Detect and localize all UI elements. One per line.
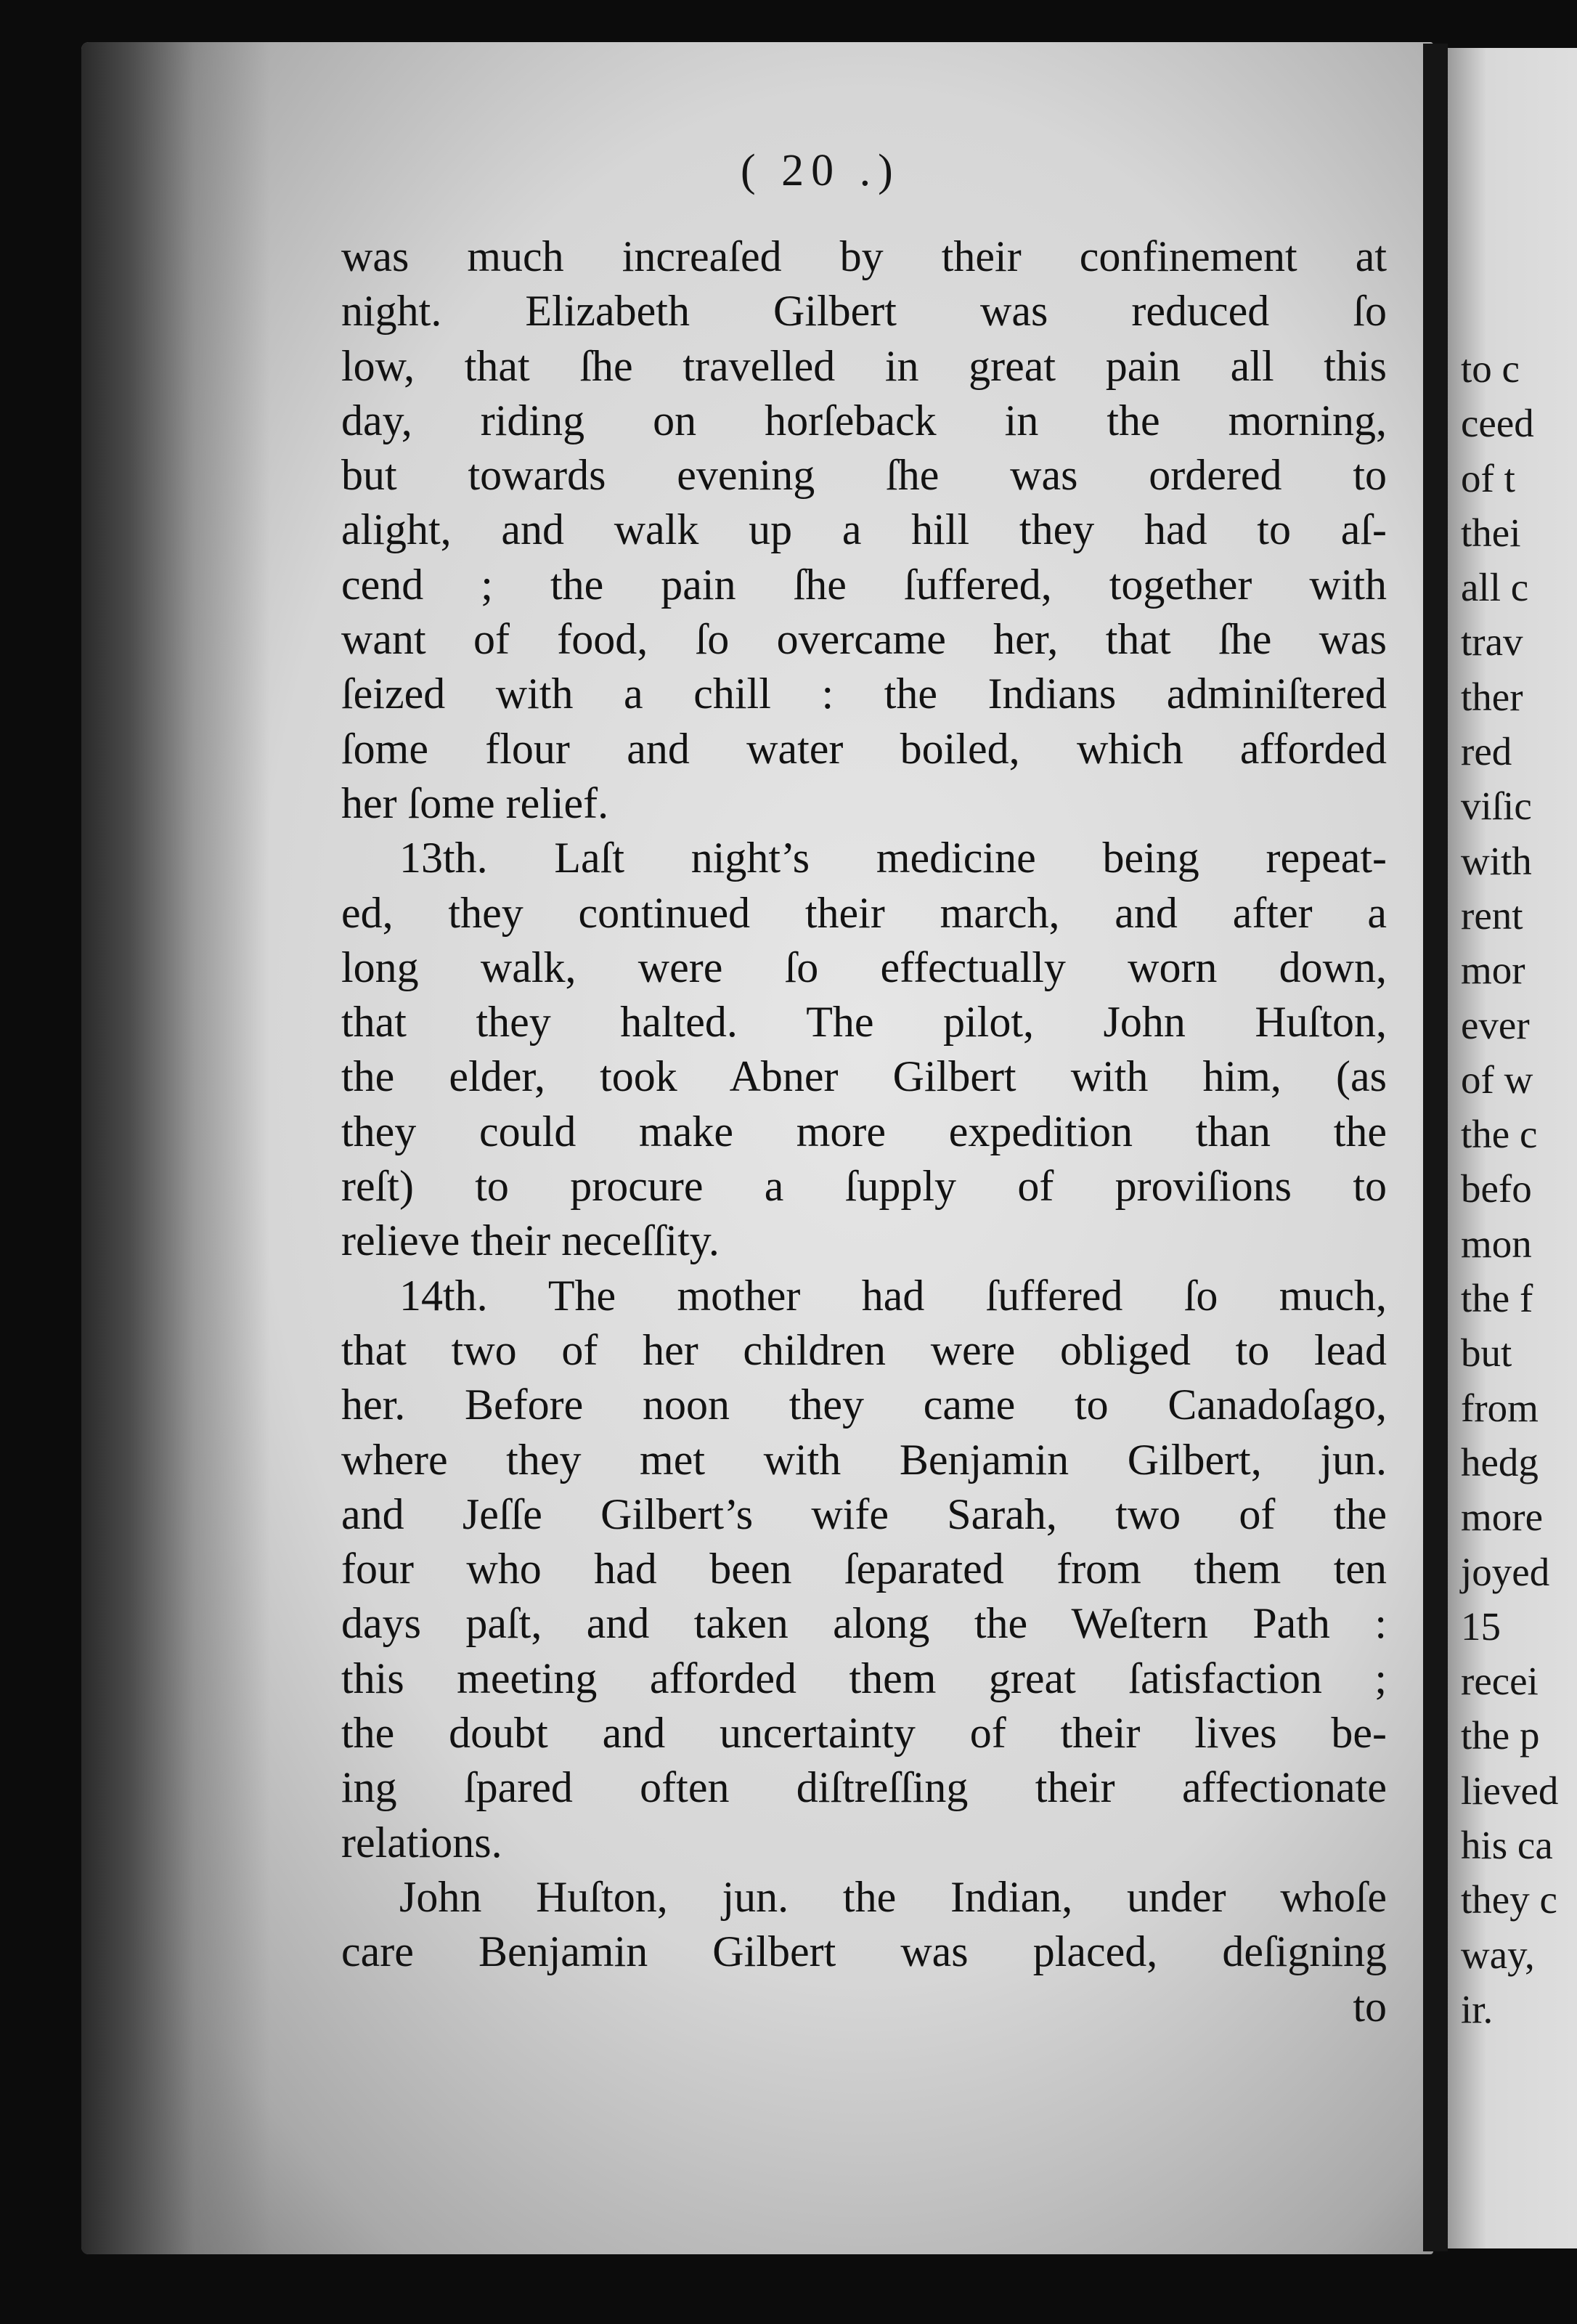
text-line: the doubt and uncertainty of their lives be- — [341, 1709, 1387, 1758]
text-line: care Benjamin Gilbert was placed, deſigning — [341, 1927, 1387, 1976]
text-line: and Jeſſe Gilbert’s wife Sarah, two of the — [341, 1490, 1387, 1538]
text-line: low, that ſhe travelled in great pain all this — [341, 341, 1387, 390]
right-page-fragment: the c — [1461, 1112, 1538, 1157]
right-page-fragment: rent — [1461, 893, 1523, 938]
text-line: the elder, took Abner Gilbert with him, (as — [341, 1052, 1387, 1101]
text-line: her. Before noon they came to Canadoſago, — [341, 1381, 1387, 1429]
right-page-fragment: joyed — [1461, 1549, 1550, 1594]
right-page-fragment: way, — [1461, 1932, 1535, 1977]
text-line: cend ; the pain ſhe ſuffered, together with — [341, 560, 1387, 609]
right-page-fragment: ther — [1461, 674, 1523, 719]
right-page-fragment: lieved — [1461, 1768, 1559, 1813]
right-page-fragment: more — [1461, 1495, 1544, 1540]
text-line: relations. — [341, 1818, 502, 1866]
text-line: they could make more expedition than the — [341, 1107, 1387, 1155]
book-gutter — [1423, 44, 1448, 2251]
right-page-fragment: 15 — [1461, 1604, 1501, 1649]
right-page-fragment: ceed — [1461, 401, 1534, 446]
right-page-fragment: red — [1461, 729, 1512, 774]
right-page-fragment: but — [1461, 1330, 1512, 1376]
text-line: relieve their neceſſity. — [341, 1216, 720, 1265]
right-page-fragment: to c — [1461, 346, 1520, 391]
right-page-fragment: ever — [1461, 1002, 1530, 1047]
text-line: that they halted. The pilot, John Huſton, — [341, 998, 1387, 1047]
right-page-text-fragments — [1461, 341, 1558, 2036]
right-page-fragment: thei — [1461, 510, 1521, 555]
text-line: this meeting afforded them great ſatisfaction ; — [341, 1654, 1387, 1702]
text-line: day, riding on horſeback in the morning, — [341, 396, 1387, 444]
text-line: reſt) to procure a ſupply of proviſions to — [341, 1162, 1387, 1211]
right-page-fragment: recei — [1461, 1659, 1539, 1704]
text-line: alight, and walk up a hill they had to aſ- — [341, 505, 1387, 554]
text-line: was much increaſed by their confinement at — [341, 232, 1387, 280]
page-number: ( 20 .) — [741, 146, 900, 195]
text-line: John Huſton, jun. the Indian, under whoſe — [399, 1872, 1387, 1921]
text-line: days paſt, and taken along the Weſtern Path : — [341, 1599, 1387, 1648]
right-page-fragment: befo — [1461, 1166, 1532, 1211]
right-page-fragment: they c — [1461, 1877, 1557, 1922]
text-line: her ſome relief. — [341, 779, 609, 827]
right-page-fragment: with — [1461, 838, 1532, 883]
right-page-fragment: the p — [1461, 1713, 1540, 1758]
right-page-fragment: mor — [1461, 948, 1525, 993]
right-page-fragment: his ca — [1461, 1823, 1553, 1868]
text-line: long walk, were ſo effectually worn down, — [341, 943, 1387, 991]
text-line: that two of her children were obliged to lead — [341, 1325, 1387, 1374]
right-page-fragment: the f — [1461, 1276, 1533, 1321]
right-page-fragment: of t — [1461, 455, 1515, 500]
text-line: night. Elizabeth Gilbert was reduced ſo — [341, 287, 1387, 336]
right-page-fragment: trav — [1461, 619, 1523, 665]
right-page-fragment: mon — [1461, 1221, 1532, 1266]
text-line: want of food, ſo overcame her, that ſhe was — [341, 615, 1387, 664]
right-page-fragment: from — [1461, 1385, 1539, 1430]
text-line: but towards evening ſhe was ordered to — [341, 451, 1387, 500]
text-line: ed, they continued their march, and after a — [341, 888, 1387, 937]
catchword: to — [1353, 1982, 1387, 2031]
text-line: ſeized with a chill : the Indians adminiſtered — [341, 670, 1387, 718]
right-page-fragment: ir. — [1461, 1986, 1494, 2031]
text-line: four who had been ſeparated from them ten — [341, 1545, 1387, 1593]
right-page-fragment: all c — [1461, 565, 1529, 610]
text-line: 13th. Laſt night’s medicine being repeat- — [399, 834, 1387, 882]
text-line: ſome flour and water boiled, which afforded — [341, 724, 1387, 773]
body-text — [341, 229, 1387, 2034]
text-line: 14th. The mother had ſuffered ſo much, — [399, 1271, 1387, 1320]
text-line: ing ſpared often diſtreſſing their affectionate — [341, 1763, 1387, 1812]
right-page-fragment: of w — [1461, 1057, 1533, 1102]
right-page-fragment: hedg — [1461, 1439, 1539, 1484]
right-page-fragment: viſic — [1461, 784, 1532, 829]
text-line: where they met with Benjamin Gilbert, jun. — [341, 1435, 1387, 1484]
